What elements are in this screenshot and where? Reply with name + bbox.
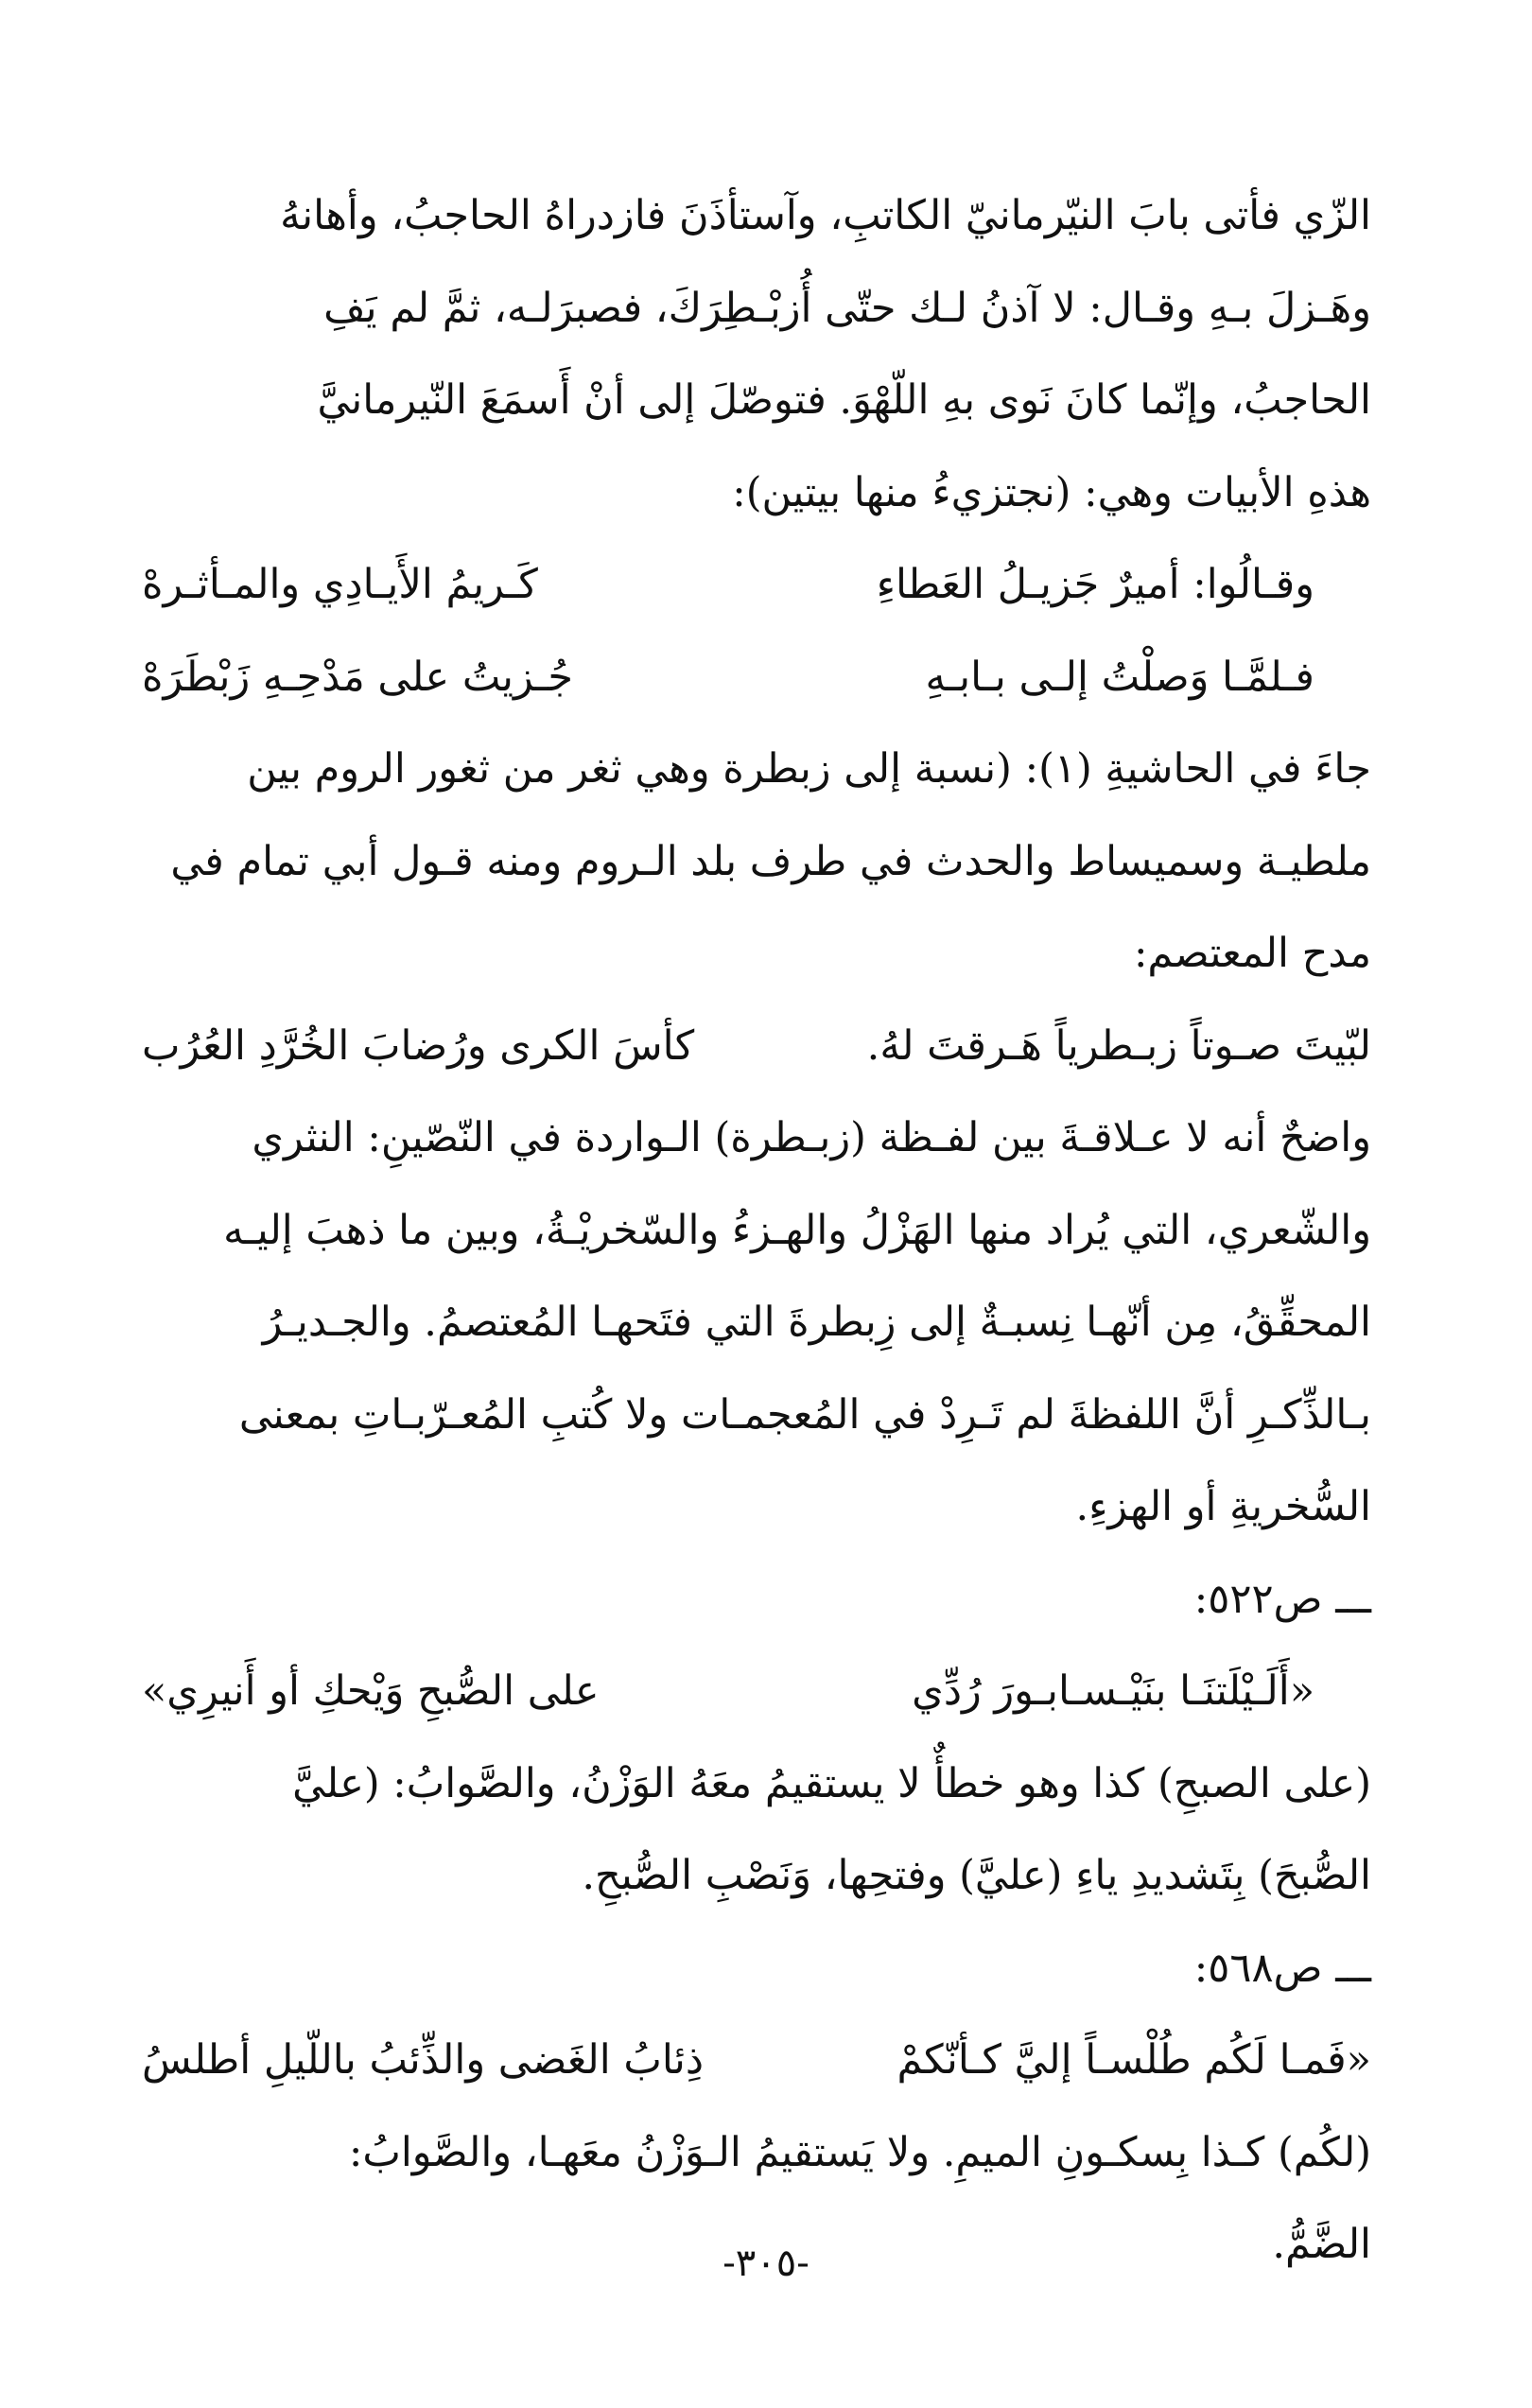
page-number: -٣٠٥- xyxy=(722,2242,810,2285)
text-line: (لكُم) كـذا بِسكـونِ الميمِ. ولا يَستقيمُ الـوَزْنُ معَهـا، والصَّوابُ: xyxy=(348,2128,1371,2176)
text-line: وهَـزلَ بـهِ وقـال: لا آذنُ لـك حتّى أُزبْـطِرَكَ، فصبرَلـه، ثمَّ لم يَفِ xyxy=(323,284,1371,332)
verse-second-hemistich: على الصُّبحِ وَيْحكِ أو أَنيرِي» xyxy=(142,1667,600,1715)
verse-second-hemistich: كَـريمُ الأَيـادِي والمـأثـرهْ xyxy=(142,561,538,608)
text-line: بـالذِّكـرِ أنَّ اللفظةَ لم تَـرِدْ في المُعجمـات ولا كُتبِ المُعـرّبـاتِ بمعنى xyxy=(238,1390,1371,1439)
text-line: الزّي فأتى بابَ النيّرمانيّ الكاتبِ، وآستأذَنَ فازدراهُ الحاجبُ، وأهانهُ xyxy=(280,192,1371,239)
verse-line xyxy=(142,539,1371,632)
text-line: الضَّمُّ. xyxy=(1272,2221,1371,2268)
verse-line xyxy=(142,2015,1371,2107)
text-line: السُّخريةِ أو الهزءِ. xyxy=(1075,1483,1371,1530)
verse-line xyxy=(142,632,1371,724)
text-line: الحاجبُ، وإنّما كانَ نَوى بهِ اللّهْوَ. فتوصّلَ إلى أنْ أَسمَعَ النّيرمانيَّ xyxy=(317,376,1371,424)
verse-first-hemistich: فـلمَّـا وَصلْتُ إلـى بـابـهِ xyxy=(925,653,1314,701)
verse-second-hemistich: جُـزيتُ على مَدْحِـهِ زَبْطَرَهْ xyxy=(142,653,573,701)
text-line: ملطيـة وسميساط والحدث في طرف بلد الـروم ومنه قـول أبي تمام في xyxy=(170,837,1371,885)
page-body xyxy=(142,170,1371,2292)
text-line: هذهِ الأبيات وهي: (نجتزيءُ منها بيتين): xyxy=(732,468,1371,516)
text-line: (على الصبحِ) كذا وهو خطأٌ لا يستقيمُ معَهُ الوَزْنُ، والصَّوابُ: (عليَّ xyxy=(292,1759,1371,1807)
verse-first-hemistich: لبّيتَ صـوتاً زبـطرياً هَـرقتَ لهُ. xyxy=(866,1021,1371,1070)
page-reference: ـــ ص٥٢٢: xyxy=(1193,1575,1371,1623)
verse-second-hemistich: كأسَ الكرى ورُضابَ الخُرَّدِ العُرُب xyxy=(142,1021,695,1070)
text-line: مدح المعتصم: xyxy=(1133,930,1371,977)
verse-first-hemistich: «فَمـا لَكُم طُلْسـاً إليَّ كـأنّكمْ xyxy=(897,2036,1371,2084)
verse-second-hemistich: ذِئابُ الغَضى والذِّئبُ باللّيلِ أطلسُ xyxy=(142,2036,705,2084)
verse-first-hemistich: «أَلَـيْلَتنَـا بنَيْـسـابـورَ رُدِّي xyxy=(912,1667,1314,1715)
text-line: جاءَ في الحاشيةِ (١): (نسبة إلى زبطرة وهي ثغر من ثغور الروم بين xyxy=(247,745,1371,793)
verse-line xyxy=(142,1646,1371,1738)
page-reference: ـــ ص٥٦٨: xyxy=(1193,1944,1371,1992)
text-line: واضحٌ أنه لا عـلاقـةَ بين لفـظة (زبـطرة) الـواردة في النّصّينِ: النثري xyxy=(252,1114,1371,1161)
text-line: المحقِّقُ، مِن أنّهـا نِسبـةٌ إلى زِبطرةَ التي فتَحهـا المُعتصمُ. والجـديـرُ xyxy=(262,1299,1371,1346)
verse-line xyxy=(142,1001,1371,1093)
verse-first-hemistich: وقـالُوا: أميرٌ جَزيـلُ العَطاءِ xyxy=(876,561,1314,608)
text-line: الصُّبحَ) بِتَشديدِ ياءِ (عليَّ) وفتحِها، وَنَصْبِ الصُّبحِ. xyxy=(582,1852,1371,1899)
text-line: والشّعري، التي يُراد منها الهَزْلُ والهـزءُ والسّخريْـةُ، وبين ما ذهبَ إليـه xyxy=(223,1206,1371,1254)
